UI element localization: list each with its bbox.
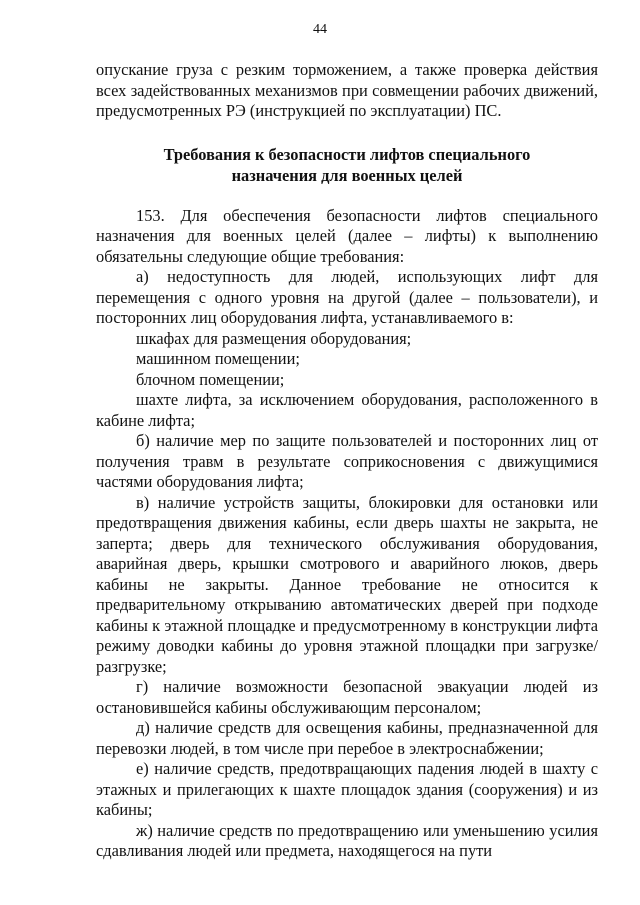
section-heading-line-1: Требования к безопасности лифтов специального (163, 144, 531, 164)
item-a: а) недоступность для людей, использующих лифт для перемещения с одного уровня на другой (далее – пользователи), и посторонних лиц оборудования лифта, устанавливаемого в: (96, 267, 598, 327)
section-heading-line-2: назначения для военных целей (231, 165, 463, 185)
intro-paragraph: опускание груза с резким торможением, а также проверка действия всех задействованных механизмов при совмещении рабочих движений, предусмотренных РЭ (инструкцией по эксплуатации) ПС. (96, 60, 598, 120)
item-a-block-room: блочном помещении; (136, 369, 285, 389)
item-a-machine-room: машинном помещении; (136, 349, 300, 368)
item-a-cabinets: шкафах для размещения оборудования; (136, 328, 412, 348)
item-e: е) наличие средств, предотвращающих падения людей в шахту с этажных и прилегающих к шахте площадок здания (сооружения) и из кабины; (96, 759, 598, 819)
document-body (96, 60, 598, 862)
item-zh: ж) наличие средств по предотвращению или уменьшению усилия сдавливания людей или предмета, находящегося на пути (96, 820, 598, 860)
item-b: б) наличие мер по защите пользователей и посторонних лиц от получения травм в результате соприкосновения с движущимися частями оборудования лифта; (96, 431, 598, 491)
page-number: 44 (313, 22, 327, 37)
item-a-shaft: шахте лифта, за исключением оборудования, расположенного в кабине лифта; (96, 390, 598, 430)
section-heading (96, 144, 598, 186)
paragraph-153: 153. Для обеспечения безопасности лифтов специального назначения для военных целей (далее – лифты) к выполнению обязательны следующие общие требования: (96, 205, 598, 266)
item-g: г) наличие возможности безопасной эвакуации людей из остановившейся кабины обслуживающим персоналом; (96, 677, 598, 717)
item-d: д) наличие средств для освещения кабины, предназначенной для перевозки людей, в том числе при перебое в электроснабжении; (96, 718, 598, 758)
item-v: в) наличие устройств защиты, блокировки для остановки или предотвращения движения кабины, если дверь шахты не закрыта, не заперта; дверь для технического обслуживания оборудования, аварийная дверь, крышки смотрового и аварийного люков, дверь кабины не закрыты. Данное требование не относится к предварительному открыванию автоматических дверей при подходе кабины к этажной площадке и предусмотренному в конструкции лифта режиму доводки кабины до уровня этажной площадки при загрузке/разгрузке; (96, 492, 598, 676)
